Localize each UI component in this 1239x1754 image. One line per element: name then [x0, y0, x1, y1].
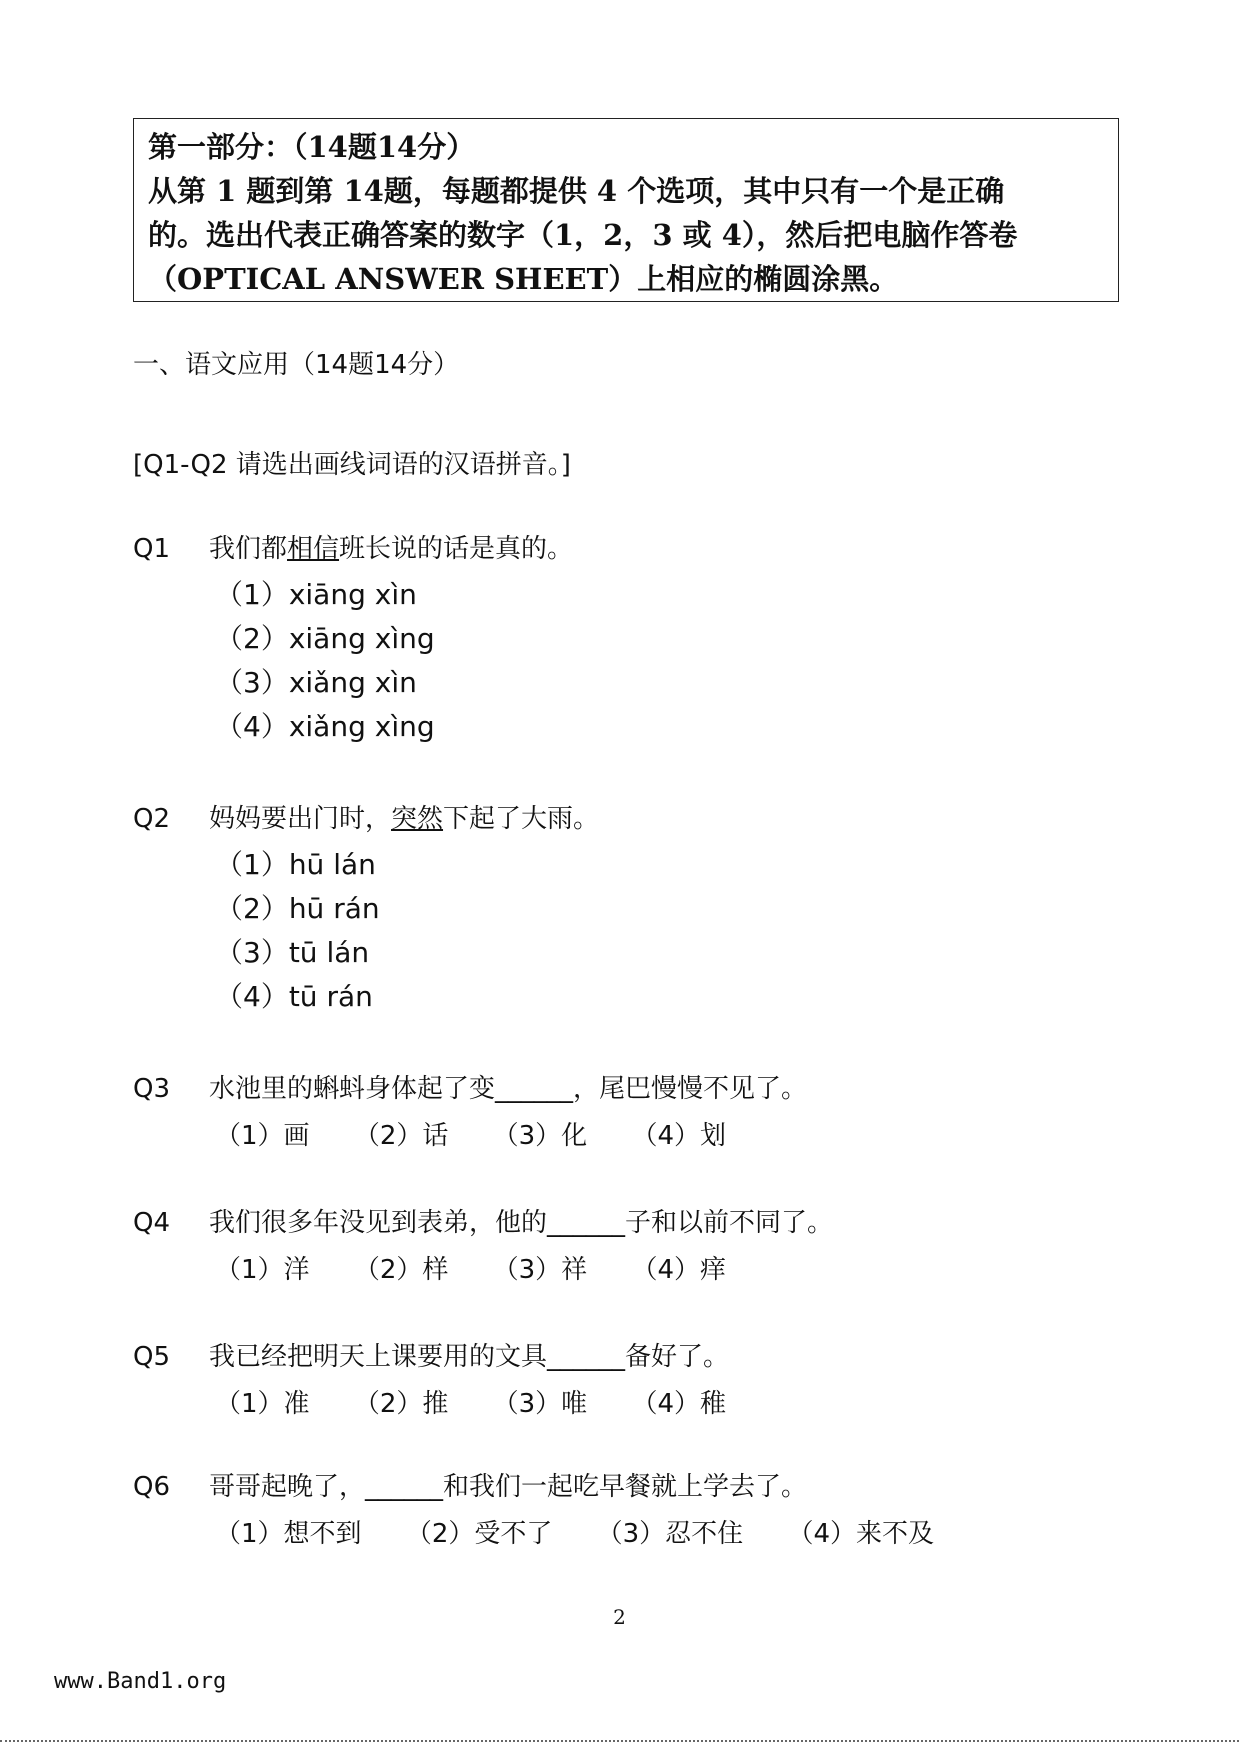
option-2: （2）样 — [353, 1255, 449, 1285]
option-3: （3）唯 — [492, 1389, 588, 1419]
option-4: （4）痒 — [631, 1255, 726, 1285]
instructions-text-line-1: 从第 1 题到第 14题，每题都提供 4 个选项，其中只有一个是正确 — [148, 174, 1005, 208]
question-number: Q2 — [133, 804, 171, 834]
question-3 — [133, 1068, 807, 1152]
question-stem: 我们很多年没见到表弟，他的______子和以前不同了。 — [209, 1208, 834, 1238]
question-stem — [209, 534, 573, 564]
option-row — [215, 1115, 807, 1152]
question-note: [Q1-Q2 请选出画线词语的汉语拼音。] — [133, 450, 571, 480]
option-2: （2）xiāng xìng — [215, 622, 435, 655]
option-list — [215, 573, 573, 749]
option-4: （4）来不及 — [787, 1519, 934, 1549]
option-1: （1）hū lán — [215, 848, 376, 881]
question-stem: 我已经把明天上课要用的文具______备好了。 — [209, 1342, 730, 1372]
option-3: （3）祥 — [492, 1255, 588, 1285]
option-1: （1）准 — [215, 1389, 310, 1419]
option-3: （3）tū lán — [215, 936, 370, 969]
stem-text: 妈妈要出门时， — [209, 804, 392, 834]
question-number: Q4 — [133, 1208, 171, 1238]
page-number: 2 — [613, 1605, 626, 1629]
question-number: Q1 — [133, 534, 171, 564]
question-number: Q6 — [133, 1472, 171, 1502]
section-title: 一、语文应用（14题14分） — [133, 350, 460, 380]
option-1: （1）画 — [215, 1121, 310, 1151]
stem-text: 下起了大雨。 — [443, 804, 600, 834]
option-2: （2）话 — [353, 1121, 449, 1151]
question-stem — [209, 804, 599, 834]
question-6 — [133, 1466, 970, 1550]
option-row — [215, 1249, 833, 1286]
option-4: （4）划 — [631, 1121, 726, 1151]
instructions-text-line-3: （OPTICAL ANSWER SHEET）上相应的椭圆涂黑。 — [148, 262, 899, 296]
option-4: （4）tū rán — [215, 980, 373, 1013]
option-1: （1）洋 — [215, 1255, 310, 1285]
instructions-heading: 第一部分：（14题14分） — [148, 130, 476, 164]
option-2: （2）受不了 — [405, 1519, 553, 1549]
option-row — [215, 1383, 762, 1420]
underlined-word: 相信 — [287, 534, 340, 564]
question-5 — [133, 1336, 762, 1420]
instructions-box — [133, 118, 1119, 302]
option-row — [215, 1513, 970, 1550]
footer-url: www.Band1.org — [54, 1669, 227, 1694]
option-3: （3）化 — [492, 1121, 588, 1151]
instructions-text-line-2: 的。选出代表正确答案的数字（1，2，3 或 4），然后把电脑作答卷 — [148, 218, 1018, 252]
question-number: Q5 — [133, 1342, 171, 1372]
question-2 — [133, 798, 599, 1019]
option-3: （3）xiǎng xìn — [215, 666, 417, 699]
question-stem: 水池里的蝌蚪身体起了变______，尾巴慢慢不见了。 — [209, 1074, 808, 1104]
stem-text: 班长说的话是真的。 — [339, 534, 574, 564]
option-3: （3）忍不住 — [596, 1519, 744, 1549]
stem-text: 我们都 — [209, 534, 288, 564]
question-4 — [133, 1202, 833, 1286]
option-4: （4）xiǎng xìng — [215, 710, 435, 743]
option-2: （2）hū rán — [215, 892, 380, 925]
footer-divider — [0, 1740, 1239, 1742]
question-number: Q3 — [133, 1074, 171, 1104]
question-1 — [133, 528, 573, 749]
underlined-word: 突然 — [391, 804, 444, 834]
option-1: （1）想不到 — [215, 1519, 362, 1549]
question-stem: 哥哥起晚了，______和我们一起吃早餐就上学去了。 — [209, 1472, 808, 1502]
option-1: （1）xiāng xìn — [215, 578, 417, 611]
option-2: （2）推 — [353, 1389, 449, 1419]
option-list — [215, 843, 599, 1019]
option-4: （4）稚 — [631, 1389, 726, 1419]
